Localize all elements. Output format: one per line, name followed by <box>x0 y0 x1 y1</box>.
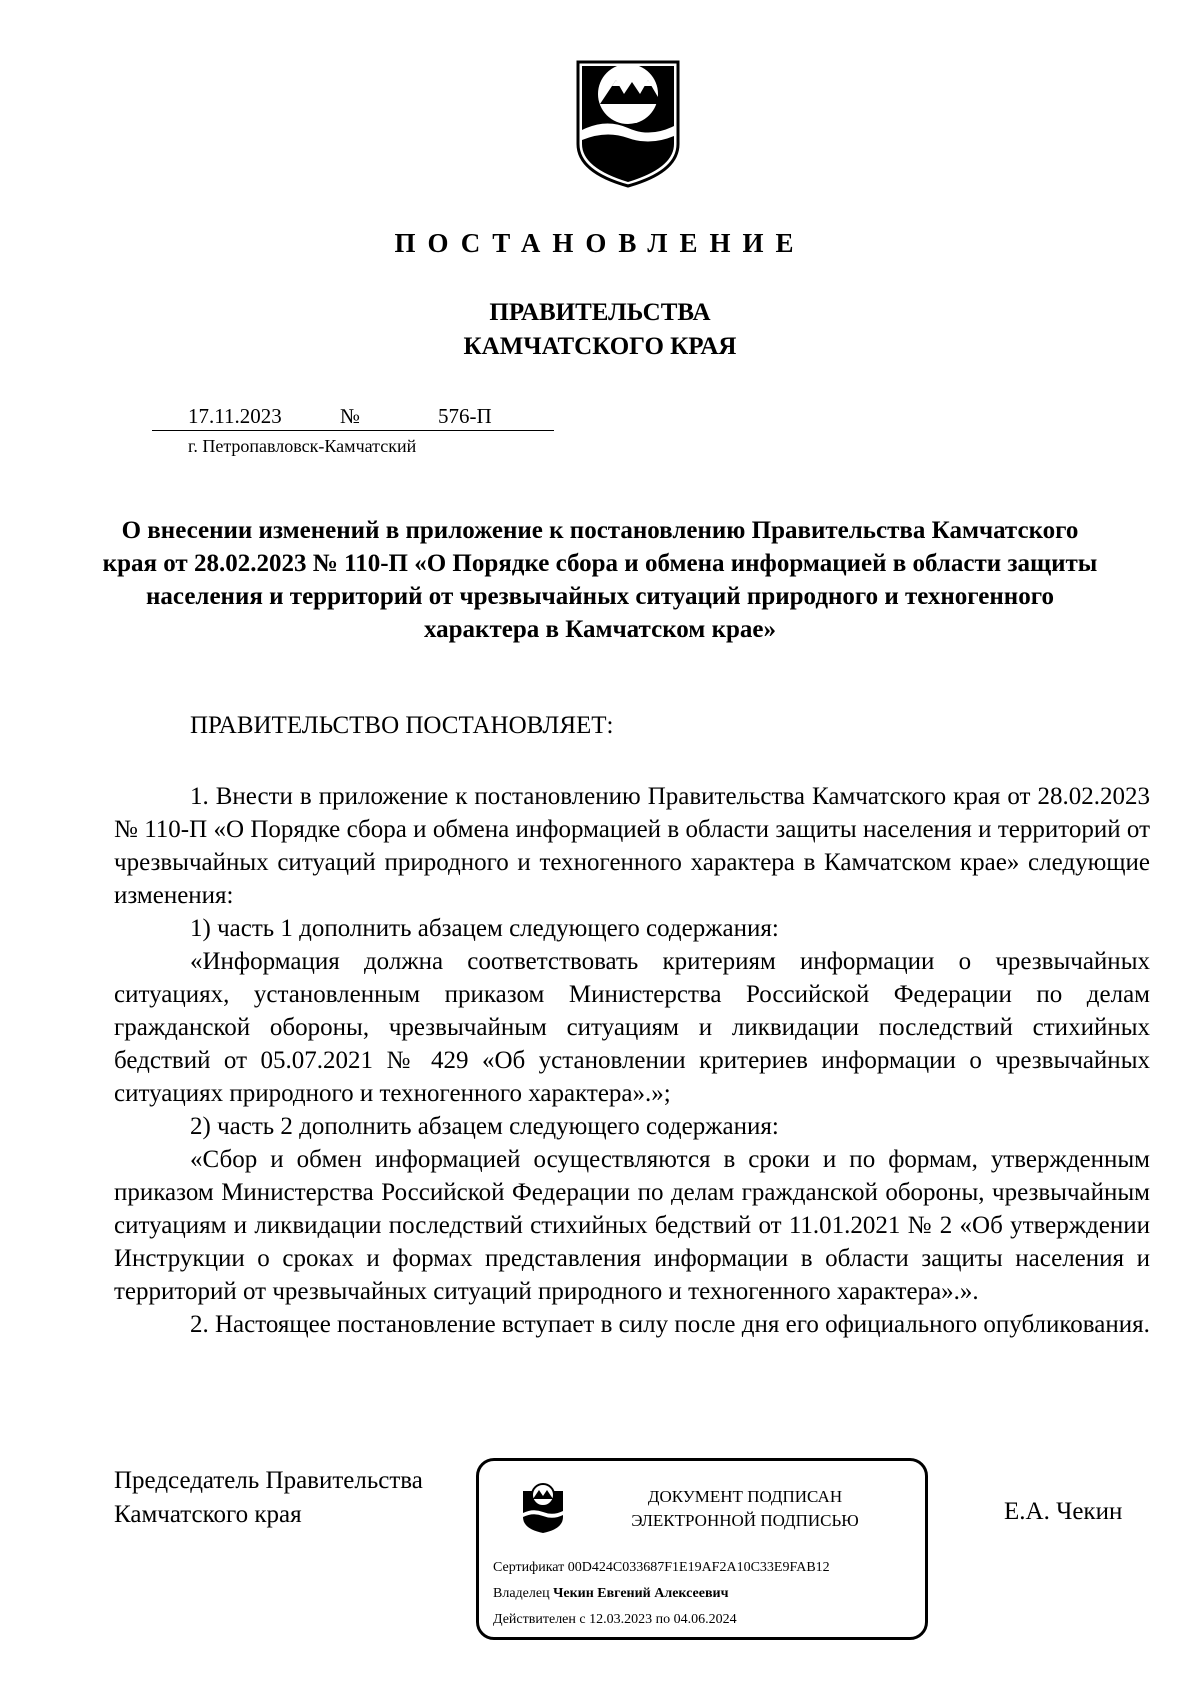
paragraph: «Сбор и обмен информацией осуществляются в сроки и по формам, утвержденным приказом Министерства Российской Федерации по делам гражданской обороны, чрезвычайным ситуациям и ликвидации последствий стихийных бедствий от 11.01.2021 № 2 «Об утверждении Инструкции о сроках и формах представления информации в области защиты населения и территорий от чрезвычайных ситуаций природного и техногенного характера».». <box>114 1146 1150 1305</box>
owner-label: Владелец <box>493 1586 550 1601</box>
validity-line <box>493 1607 830 1633</box>
certificate-label: Сертификат <box>493 1560 565 1575</box>
body-text <box>114 780 1150 1341</box>
document-title: О внесении изменений в приложение к постановлению Правительства Камчатского края от 28.02.2023 № 110-П «О Порядке сбора и обмена информацией в области защиты населения и территорий от чрезвычайных ситуаций природного и техногенного характера в Камчатском крае» <box>102 517 1098 643</box>
signer-position-line: Камчатского края <box>114 1501 302 1528</box>
city: г. Петропавловск-Камчатский <box>188 436 417 456</box>
valid-from-label: Действителен с <box>493 1612 586 1627</box>
signer-name: Е.А. Чекин <box>1004 1498 1123 1525</box>
certificate-line <box>493 1555 830 1581</box>
paragraph: 2) часть 2 дополнить абзацем следующего содержания: <box>190 1113 779 1140</box>
issuer <box>0 296 1200 364</box>
paragraph: 1) часть 1 дополнить абзацем следующего содержания: <box>190 915 779 942</box>
owner-line <box>493 1581 830 1607</box>
stamp-heading-line: ЭЛЕКТРОННОЙ ПОДПИСЬЮ <box>631 1511 859 1530</box>
owner-value: Чекин Евгений Алексеевич <box>553 1586 729 1601</box>
document-date: 17.11.2023 <box>188 404 282 428</box>
stamp-coat-of-arms-icon <box>521 1481 565 1535</box>
coat-of-arms-icon <box>576 60 680 188</box>
issuer-line: ПРАВИТЕЛЬСТВА <box>489 299 711 326</box>
paragraph: «Информация должна соответствовать критериям информации о чрезвычайных ситуациях, установленным приказом Министерства Российской Федерации по делам гражданской обороны, чрезвычайным ситуациям и ликвидации последствий стихийных бедствий от 05.07.2021 № 429 «Об установлении критериев информации о чрезвычайных ситуациях природного и техногенного характера».»; <box>114 948 1150 1107</box>
resolve-heading: ПРАВИТЕЛЬСТВО ПОСТАНОВЛЯЕТ: <box>190 712 614 739</box>
paragraph: 1. Внести в приложение к постановлению Правительства Камчатского края от 28.02.2023 № 110-П «О Порядке сбора и обмена информацией в области защиты населения и территорий от чрезвычайных ситуаций природного и техногенного характера в Камчатском крае» следующие изменения: <box>114 783 1150 909</box>
stamp-certificate-info <box>493 1555 830 1633</box>
electronic-signature-stamp <box>476 1458 928 1640</box>
date-number-underline <box>152 430 554 431</box>
stamp-heading <box>605 1485 885 1533</box>
document-type: ПОСТАНОВЛЕНИЕ <box>394 228 806 258</box>
valid-from-value: 12.03.2023 <box>589 1612 653 1627</box>
issuer-line: КАМЧАТСКОГО КРАЯ <box>463 333 737 360</box>
number-sign: № <box>340 404 361 428</box>
signer-position <box>114 1464 423 1532</box>
valid-to-label: по <box>655 1612 671 1627</box>
signer-position-line: Председатель Правительства <box>114 1467 423 1494</box>
paragraph: 2. Настоящее постановление вступает в силу после дня его официального опубликования. <box>190 1311 1150 1338</box>
valid-to-value: 04.06.2024 <box>673 1612 737 1627</box>
stamp-heading-line: ДОКУМЕНТ ПОДПИСАН <box>647 1487 843 1506</box>
document-number: 576-П <box>438 404 492 428</box>
certificate-value: 00D424C033687F1E19AF2A10C33E9FAB12 <box>567 1560 830 1575</box>
